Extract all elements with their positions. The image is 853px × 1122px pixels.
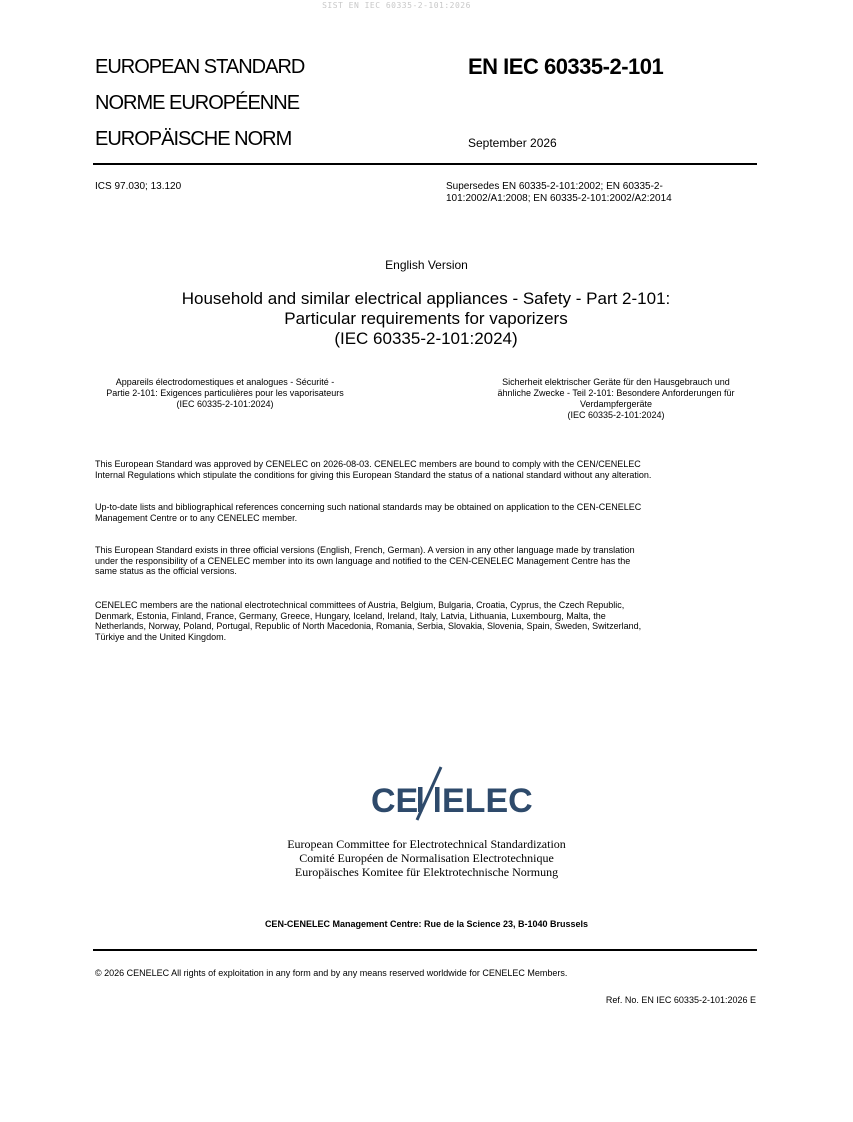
- standard-name-en: EUROPEAN STANDARD: [95, 56, 305, 78]
- french-title-line: Partie 2-101: Exigences particulières pour les vaporisateurs: [106, 388, 344, 398]
- french-title: [80, 377, 370, 410]
- committee-name-en: European Committee for Electrotechnical Standardization: [287, 837, 566, 851]
- supersedes-note: [446, 181, 746, 205]
- title-line: Particular requirements for vaporizers: [284, 309, 568, 328]
- paragraph-line: Management Centre or to any CENELEC member.: [95, 512, 298, 523]
- copyright-notice: © 2026 CENELEC All rights of exploitation in any form and by any means reserved worldwide for CENELEC Members.: [95, 968, 568, 978]
- paragraph-line: This European Standard exists in three official versions (English, French, German). A version in any other language made by translation: [95, 545, 635, 555]
- logo-n-mark-icon: [417, 767, 441, 820]
- document-title: [100, 289, 752, 349]
- references-paragraph: [95, 502, 760, 523]
- members-paragraph: [95, 600, 760, 642]
- paragraph-line: CENELEC members are the national electrotechnical committees of Austria, Belgium, Bulgaria, Croatia, Cyprus, the Czech Republic,: [95, 600, 625, 610]
- reference-number: Ref. No. EN IEC 60335-2-101:2026 E: [605, 995, 756, 1005]
- german-title-line: (IEC 60335-2-101:2024): [567, 410, 665, 420]
- committee-names: [0, 837, 853, 879]
- ics-code: ICS 97.030; 13.120: [95, 181, 182, 192]
- paragraph-line: Türkiye and the United Kingdom.: [95, 631, 227, 642]
- management-centre-address: CEN-CENELEC Management Centre: Rue de la Science 23, B-1040 Brussels: [264, 919, 589, 929]
- standard-name-fr: NORME EUROPÉENNE: [95, 92, 300, 114]
- german-title-line: Sicherheit elektrischer Geräte für den Hausgebrauch und: [502, 377, 730, 387]
- bottom-divider: [93, 949, 757, 951]
- publication-date: September 2026: [468, 136, 557, 150]
- german-title-line: Verdampfergeräte: [579, 399, 653, 409]
- paragraph-line: Internal Regulations which stipulate the conditions for giving this European Standard the status of a national standard without any alteration.: [95, 469, 652, 480]
- paragraph-line: Up-to-date lists and bibliographical references concerning such national standards may be obtained on application to the CEN-CENELEC: [95, 502, 642, 512]
- title-line: Household and similar electrical appliances - Safety - Part 2-101:: [181, 289, 671, 308]
- german-title-line: ähnliche Zwecke - Teil 2-101: Besondere Anforderungen für: [497, 388, 735, 398]
- standard-number: EN IEC 60335-2-101: [468, 54, 664, 79]
- paragraph-line: same status as the official versions.: [95, 566, 237, 576]
- top-divider: [93, 163, 757, 165]
- logo-text-right: ELEC: [442, 782, 533, 820]
- supersedes-line: Supersedes EN 60335-2-101:2002; EN 60335-2-: [446, 181, 663, 192]
- committee-name-fr: Comité Européen de Normalisation Electrotechnique: [299, 851, 554, 865]
- logo-text-left: CE: [371, 782, 419, 820]
- approval-paragraph: [95, 459, 760, 480]
- title-line: (IEC 60335-2-101:2024): [334, 329, 518, 348]
- french-title-line: (IEC 60335-2-101:2024): [176, 399, 274, 409]
- versions-paragraph: [95, 545, 760, 577]
- cenelec-logo: [365, 765, 533, 825]
- supersedes-line: 101:2002/A1:2008; EN 60335-2-101:2002/A2:2014: [446, 193, 672, 204]
- watermark: SIST EN IEC 60335-2-101:2026: [322, 1, 471, 10]
- paragraph-line: Denmark, Estonia, Finland, France, Germany, Greece, Hungary, Iceland, Ireland, Italy, Latvia, Lithuania, Luxembourg, Malta, the: [95, 610, 606, 621]
- paragraph-line: under the responsibility of a CENELEC member into its own language and notified to the CEN-CENELEC Management Centre has the: [95, 555, 631, 566]
- language-version: English Version: [385, 258, 468, 272]
- german-title: [468, 377, 764, 421]
- french-title-line: Appareils électrodomestiques et analogues - Sécurité -: [115, 377, 335, 387]
- committee-name-de: Europäisches Komitee für Elektrotechnische Normung: [294, 865, 559, 879]
- standard-name-de: EUROPÄISCHE NORM: [95, 128, 292, 150]
- paragraph-line: Netherlands, Norway, Poland, Portugal, Republic of North Macedonia, Romania, Serbia, Slovakia, Slovenia, Spain, Sweden, Switzerland,: [95, 621, 642, 631]
- paragraph-line: This European Standard was approved by CENELEC on 2026-08-03. CENELEC members are bound to comply with the CEN/CENELEC: [95, 459, 641, 469]
